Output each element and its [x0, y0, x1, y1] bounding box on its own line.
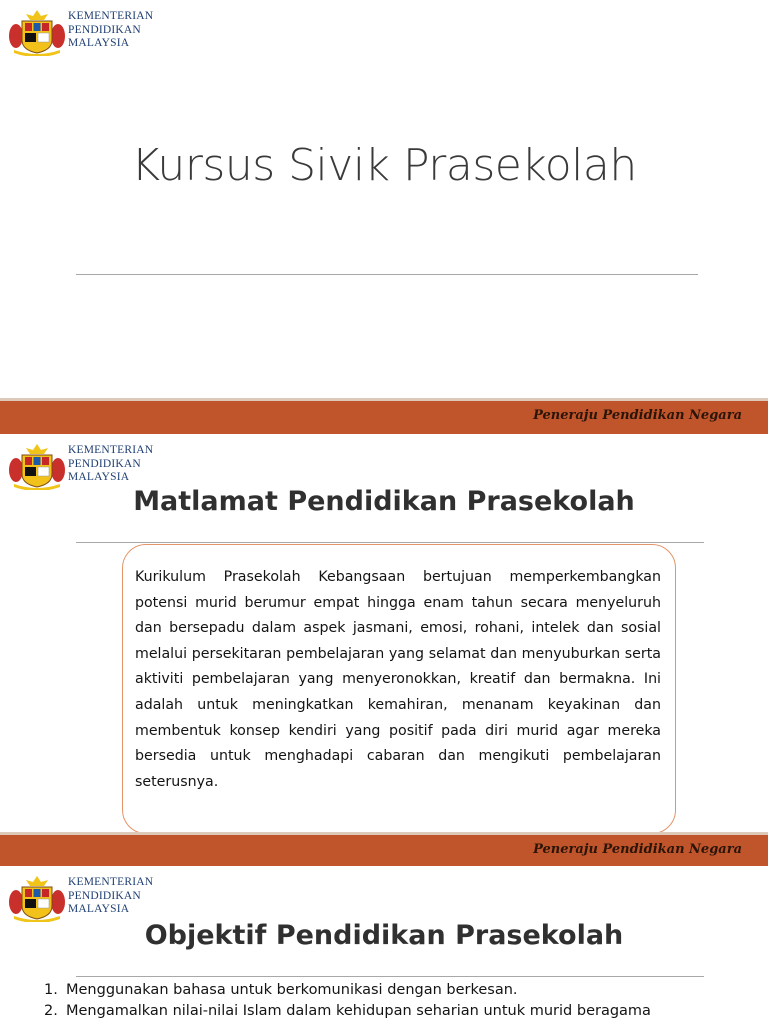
list-item: [44, 1001, 764, 1022]
title-slide: [0, 0, 768, 434]
ministry-name-line-2: PENDIDIKAN: [68, 889, 141, 902]
ministry-name-line-3: MALAYSIA: [68, 37, 130, 49]
ministry-logo: [8, 440, 208, 492]
list-item-number: 2.: [44, 1003, 58, 1019]
objectives-list: [44, 980, 764, 1022]
aim-text-box: [122, 544, 676, 834]
ministry-name: [68, 444, 153, 485]
list-item-text: Menggunakan bahasa untuk berkomunikasi dengan berkesan.: [66, 982, 518, 998]
ministry-name-line-2: PENDIDIKAN: [68, 23, 141, 36]
slide-title: Kursus Sivik Prasekolah: [131, 140, 637, 191]
coat-of-arms-icon: [8, 440, 66, 490]
objectives-slide: [0, 866, 768, 1024]
ministry-logo: [8, 6, 208, 58]
footer-band: [0, 832, 768, 866]
list-item-number: 1.: [44, 982, 58, 998]
ministry-name: [68, 876, 153, 917]
ministry-name-line-1: KEMENTERIAN: [68, 10, 154, 22]
ministry-name-line-3: MALAYSIA: [68, 471, 130, 483]
title-divider: [76, 542, 704, 543]
footer-band-accent: [0, 832, 768, 835]
footer-band: [0, 398, 768, 434]
aim-slide: [0, 434, 768, 866]
ministry-name-line-1: KEMENTERIAN: [68, 444, 154, 456]
title-divider: [76, 976, 704, 977]
list-item-text: Mengamalkan nilai-nilai Islam dalam kehidupan seharian untuk murid beragama: [66, 1003, 651, 1019]
footer-band-accent: [0, 398, 768, 401]
footer-tagline: Peneraju Pendidikan Negara: [533, 408, 742, 423]
slide-title: Objektif Pendidikan Prasekolah: [144, 920, 624, 951]
coat-of-arms-icon: [8, 6, 66, 56]
ministry-logo: [8, 872, 208, 924]
ministry-name: [68, 10, 153, 51]
title-divider: [76, 274, 698, 275]
list-item: [44, 980, 764, 1001]
slide-title: Matlamat Pendidikan Prasekolah: [133, 486, 635, 517]
ministry-name-line-3: MALAYSIA: [68, 903, 130, 915]
ministry-name-line-2: PENDIDIKAN: [68, 457, 141, 470]
coat-of-arms-icon: [8, 872, 66, 922]
footer-tagline: Peneraju Pendidikan Negara: [533, 842, 742, 857]
aim-paragraph: Kurikulum Prasekolah Kebangsaan bertujuan memperkembangkan potensi murid berumur empat hingga enam tahun secara menyeluruh dan bersepadu dalam aspek jasmani, emosi, rohani, intelek dan sosial melalui persekitaran pembelajaran yang selamat dan menyuburkan serta aktiviti pembelajaran yang menyeronokkan, kreatif dan bermakna. Ini adalah untuk meningkatkan kemahiran, menanam keyakinan dan membentuk konsep kendiri yang positif pada diri murid agar mereka bersedia untuk menghadapi cabaran dan mengikuti pembelajaran seterusnya.: [135, 569, 661, 790]
ministry-name-line-1: KEMENTERIAN: [68, 876, 154, 888]
